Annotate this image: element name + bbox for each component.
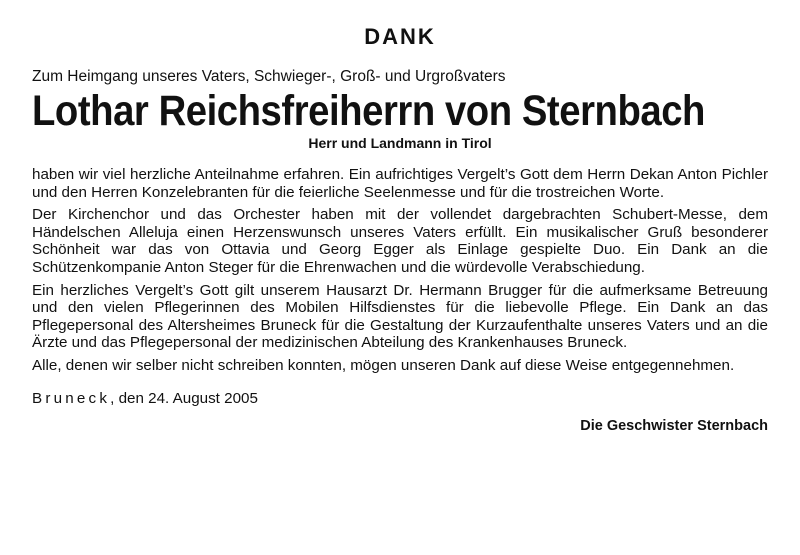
signature: Die Geschwister Sternbach <box>580 417 768 434</box>
deceased-name: Lothar Reichsfreiherrn von Sternbach <box>32 87 705 135</box>
obituary-notice <box>0 24 800 555</box>
intro-line: Zum Heimgang unseres Vaters, Schwieger-, Groß- und Urgroßvaters <box>32 68 506 85</box>
notice-body <box>32 166 768 375</box>
notice-heading: DANK <box>364 24 436 49</box>
paragraph: Ein herzliches Vergelt’s Gott gilt unserem Hausarzt Dr. Hermann Brugger für die aufmerksame Betreuung und den vielen Pflegerinnen des Mobilen Hilfsdienstes für die liebevolle Pflege. Ein Dank an das Pflegepersonal des Altersheimes Bruneck für die Gestaltung der Kurzaufenthalte unseres Vaters und an die Ärzte und das Pflegepersonal der medizinischen Abteilung des Krankenhauses Bruneck. <box>32 281 768 352</box>
place-name: Bruneck <box>32 389 111 407</box>
paragraph: haben wir viel herzliche Anteilnahme erfahren. Ein aufrichtiges Vergelt’s Gott dem Herrn Dekan Anton Pichler und den Herren Konzelebranten für die feierliche Seelenmesse und für die trostreichen Worte. <box>32 166 768 201</box>
place-date-line <box>32 390 768 408</box>
deceased-title: Herr und Landmann in Tirol <box>308 135 492 151</box>
paragraph: Der Kirchenchor und das Orchester haben mit der vollendet dargebrachten Schubert-Messe, dem Händelschen Alleluja einen Herzenswunsch unseres Vaters erfüllt. Ein musikalischer Gruß besonderer Schönheit war das von Ottavia und Georg Egger als Einlage gespielte Duo. Ein Dank an die Schützenkompanie Anton Steger für die Ehrenwachen und die würdevolle Verabschiedung. <box>32 206 768 276</box>
date-text: , den 24. August 2005 <box>110 389 258 407</box>
paragraph: Alle, denen wir selber nicht schreiben konnten, mögen unseren Dank auf diese Weise entgegennehmen. <box>32 356 735 374</box>
